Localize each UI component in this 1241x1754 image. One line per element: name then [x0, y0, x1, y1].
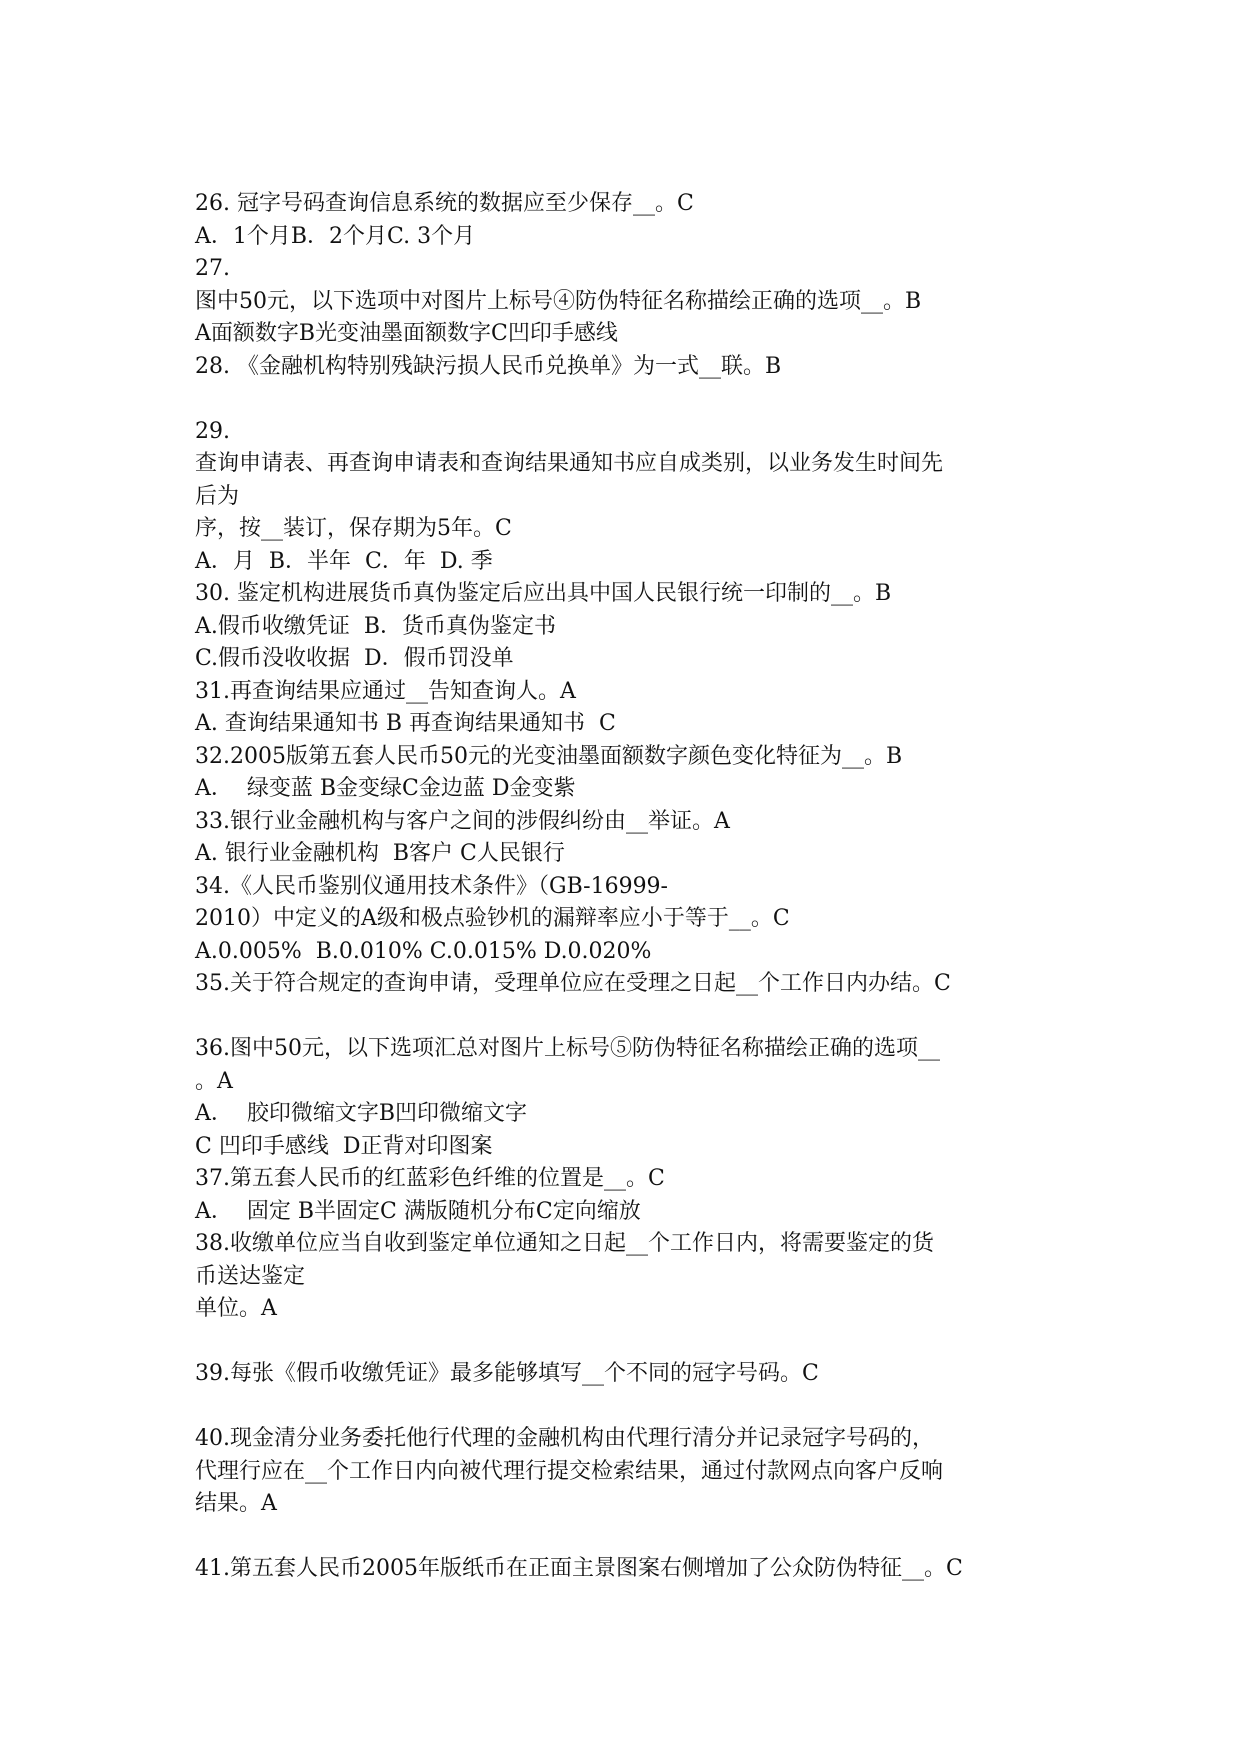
text-line: 40.现金清分业务委托他行代理的金融机构由代理行清分并记录冠字号码的， [195, 1426, 934, 1451]
text-line: 37.第五套人民币的红蓝彩色纤维的位置是__。C [195, 1166, 665, 1191]
blank-line [195, 1326, 1075, 1359]
text-line: A． 固定 B半固定C 满版随机分布C定向缩放 [195, 1198, 641, 1224]
blank-line [195, 1521, 1075, 1554]
text-line: A．1个月B．2个月C. 3个月 [195, 223, 476, 249]
text-line: 34.《人民币鉴别仪通用技术条件》（GB-16999- [195, 873, 668, 899]
text-line: A． 绿变蓝 B金变绿C金边蓝 D金变紫 [195, 776, 576, 801]
text-line: 31.再查询结果应通过__告知查询人。A [195, 678, 576, 704]
text-line: C 凹印手感线 D正背对印图案 [195, 1133, 493, 1159]
blank-line [195, 383, 1075, 416]
text-line: 币送达鉴定 [195, 1263, 306, 1289]
text-line: 。A [195, 1068, 233, 1094]
text-line: 32.2005版第五套人民币50元的光变油墨面额数字颜色变化特征为__。B [195, 743, 903, 769]
blank-line [195, 1391, 1075, 1424]
text-line: 后为 [195, 483, 240, 509]
text-line: 35.关于符合规定的查询申请，受理单位应在受理之日起__个工作日内办结。C [195, 971, 951, 996]
text-line: 单位。A [195, 1296, 277, 1321]
text-line: 38.收缴单位应当自收到鉴定单位通知之日起__个工作日内，将需要鉴定的货 [195, 1231, 934, 1256]
text-line: 33.银行业金融机构与客户之间的涉假纠纷由__举证。A [195, 808, 730, 834]
text-line: 29. [195, 418, 230, 444]
text-line: C.假币没收收据 D．假币罚没单 [195, 646, 514, 671]
text-line: 27. [195, 256, 230, 281]
text-line: A面额数字B光变油墨面额数字C凹印手感线 [195, 321, 618, 346]
blank-line [195, 1001, 1075, 1034]
text-line: A. 银行业金融机构 B客户 C人民银行 [195, 841, 565, 866]
text-line: 代理行应在__个工作日内向被代理行提交检索结果，通过付款网点向客户反响 [195, 1458, 944, 1484]
text-line: A.假币收缴凭证 B．货币真伪鉴定书 [195, 613, 557, 639]
text-line: 41.第五套人民币2005年版纸币在正面主景图案右侧增加了公众防伪特征__。C [195, 1556, 963, 1581]
text-line: 图中50元，以下选项中对图片上标号④防伪特征名称描绘正确的选项__。B [195, 288, 922, 314]
text-line: A． 胶印微缩文字B凹印微缩文字 [195, 1101, 528, 1126]
text-line: 结果。A [195, 1491, 277, 1516]
text-line: 查询申请表、再查询申请表和查询结果通知书应自成类别，以业务发生时间先 [195, 451, 944, 476]
text-line: 30. 鉴定机构进展货币真伪鉴定后应出具中国人民银行统一印制的__。B [195, 581, 892, 606]
question-text-body [195, 188, 1075, 1586]
text-line: 2010）中定义的A级和极点验钞机的漏辩率应小于等于__。C [195, 906, 790, 931]
text-line: A. 查询结果通知书 B 再查询结果通知书 C [195, 711, 616, 736]
text-line: 39.每张《假币收缴凭证》最多能够填写__个不同的冠字号码。C [195, 1361, 819, 1386]
text-line: 36.图中50元，以下选项汇总对图片上标号⑤防伪特征名称描绘正确的选项__ [195, 1036, 940, 1061]
text-line: A.0.005% B.0.010% C.0.015% D.0.020% [195, 938, 652, 964]
text-line: 28. 《金融机构特别残缺污损人民币兑换单》为一式__联。B [195, 353, 782, 379]
text-line: 序，按__装订，保存期为5年。C [195, 516, 512, 541]
text-line: 26. 冠字号码查询信息系统的数据应至少保存__。C [195, 191, 694, 216]
text-line: A．月 B．半年 C．年 D. 季 [195, 548, 493, 574]
